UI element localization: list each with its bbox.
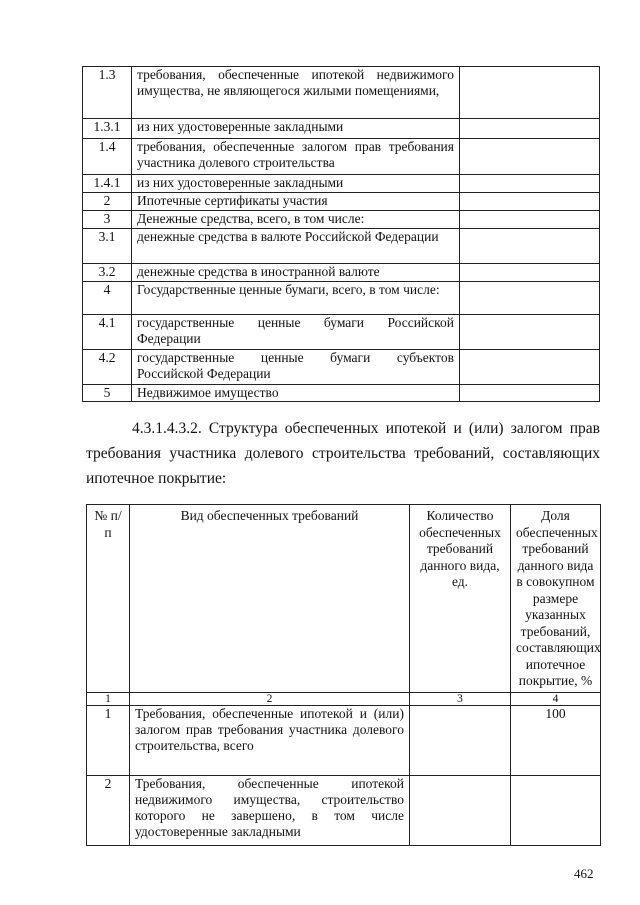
column-index-cell: 2 bbox=[130, 693, 410, 706]
column-index-cell: 1 bbox=[87, 693, 130, 706]
column-index-row bbox=[87, 693, 601, 706]
row-value bbox=[460, 119, 600, 139]
row-description: Денежные средства, всего, в том числе: bbox=[132, 211, 460, 229]
page-number: 462 bbox=[574, 866, 594, 881]
header-cell-share: Доля обеспеченных требований данного вида в совокупном размере указанных требований, составляющих ипотечное покрытие, % bbox=[511, 505, 601, 693]
row-number: 2 bbox=[87, 776, 130, 846]
row-count bbox=[410, 776, 511, 846]
row-number: 4.2 bbox=[83, 350, 132, 385]
row-number: 2 bbox=[83, 193, 132, 211]
table-row bbox=[83, 315, 600, 350]
row-number: 1 bbox=[87, 706, 130, 776]
row-value bbox=[460, 282, 600, 315]
row-number: 4.1 bbox=[83, 315, 132, 350]
header-cell-number: № п/п bbox=[87, 505, 130, 693]
row-value bbox=[460, 385, 600, 402]
structure-table bbox=[86, 504, 601, 846]
row-description: из них удостоверенные закладными bbox=[132, 119, 460, 139]
row-number: 1.4.1 bbox=[83, 175, 132, 193]
table-row bbox=[83, 229, 600, 264]
row-description: Требования, обеспеченные ипотекой недвижимого имущества, строительство которого не завершено, в том числе удостоверенные закладными bbox=[130, 776, 410, 846]
table-row bbox=[83, 119, 600, 139]
row-value bbox=[460, 350, 600, 385]
row-description: требования, обеспеченные ипотекой недвижимого имущества, не являющегося жилыми помещениями, bbox=[132, 67, 460, 119]
table-row bbox=[87, 706, 601, 776]
header-cell-type: Вид обеспеченных требований bbox=[130, 505, 410, 693]
row-value bbox=[460, 139, 600, 175]
row-number: 3.2 bbox=[83, 264, 132, 282]
table-row bbox=[83, 282, 600, 315]
table-row bbox=[83, 139, 600, 175]
row-share: 100 bbox=[511, 706, 601, 776]
row-count bbox=[410, 706, 511, 776]
row-description: Требования, обеспеченные ипотекой и (или) залогом прав требования участника долевого строительства, всего bbox=[130, 706, 410, 776]
row-value bbox=[460, 67, 600, 119]
row-value bbox=[460, 315, 600, 350]
table-row bbox=[83, 264, 600, 282]
row-number: 3.1 bbox=[83, 229, 132, 264]
row-value bbox=[460, 175, 600, 193]
assets-table bbox=[82, 66, 600, 402]
row-value bbox=[460, 193, 600, 211]
row-number: 1.3.1 bbox=[83, 119, 132, 139]
row-description: Государственные ценные бумаги, всего, в том числе: bbox=[132, 282, 460, 315]
row-number: 1.3 bbox=[83, 67, 132, 119]
row-description: Недвижимое имущество bbox=[132, 385, 460, 402]
row-description: денежные средства в валюте Российской Федерации bbox=[132, 229, 460, 264]
table-row bbox=[87, 776, 601, 846]
table-row bbox=[83, 350, 600, 385]
table-row bbox=[83, 193, 600, 211]
section-paragraph: 4.3.1.4.3.2. Структура обеспеченных ипотекой и (или) залогом прав требования участника долевого строительства требований, составляющих ипотечное покрытие: bbox=[86, 420, 600, 487]
table-row bbox=[83, 211, 600, 229]
row-value bbox=[460, 211, 600, 229]
row-value bbox=[460, 229, 600, 264]
row-description: требования, обеспеченные залогом прав требования участника долевого строительства bbox=[132, 139, 460, 175]
header-cell-count: Количество обеспеченных требований данного вида, ед. bbox=[410, 505, 511, 693]
row-share bbox=[511, 776, 601, 846]
column-index-cell: 3 bbox=[410, 693, 511, 706]
row-description: государственные ценные бумаги Российской Федерации bbox=[132, 315, 460, 350]
row-value bbox=[460, 264, 600, 282]
table-header-row bbox=[87, 505, 601, 693]
row-description: денежные средства в иностранной валюте bbox=[132, 264, 460, 282]
table-row bbox=[83, 175, 600, 193]
row-description: из них удостоверенные закладными bbox=[132, 175, 460, 193]
row-number: 3 bbox=[83, 211, 132, 229]
table-row bbox=[83, 385, 600, 402]
row-description: государственные ценные бумаги субъектов Российской Федерации bbox=[132, 350, 460, 385]
table-row bbox=[83, 67, 600, 119]
row-number: 1.4 bbox=[83, 139, 132, 175]
row-number: 4 bbox=[83, 282, 132, 315]
row-number: 5 bbox=[83, 385, 132, 402]
column-index-cell: 4 bbox=[511, 693, 601, 706]
row-description: Ипотечные сертификаты участия bbox=[132, 193, 460, 211]
